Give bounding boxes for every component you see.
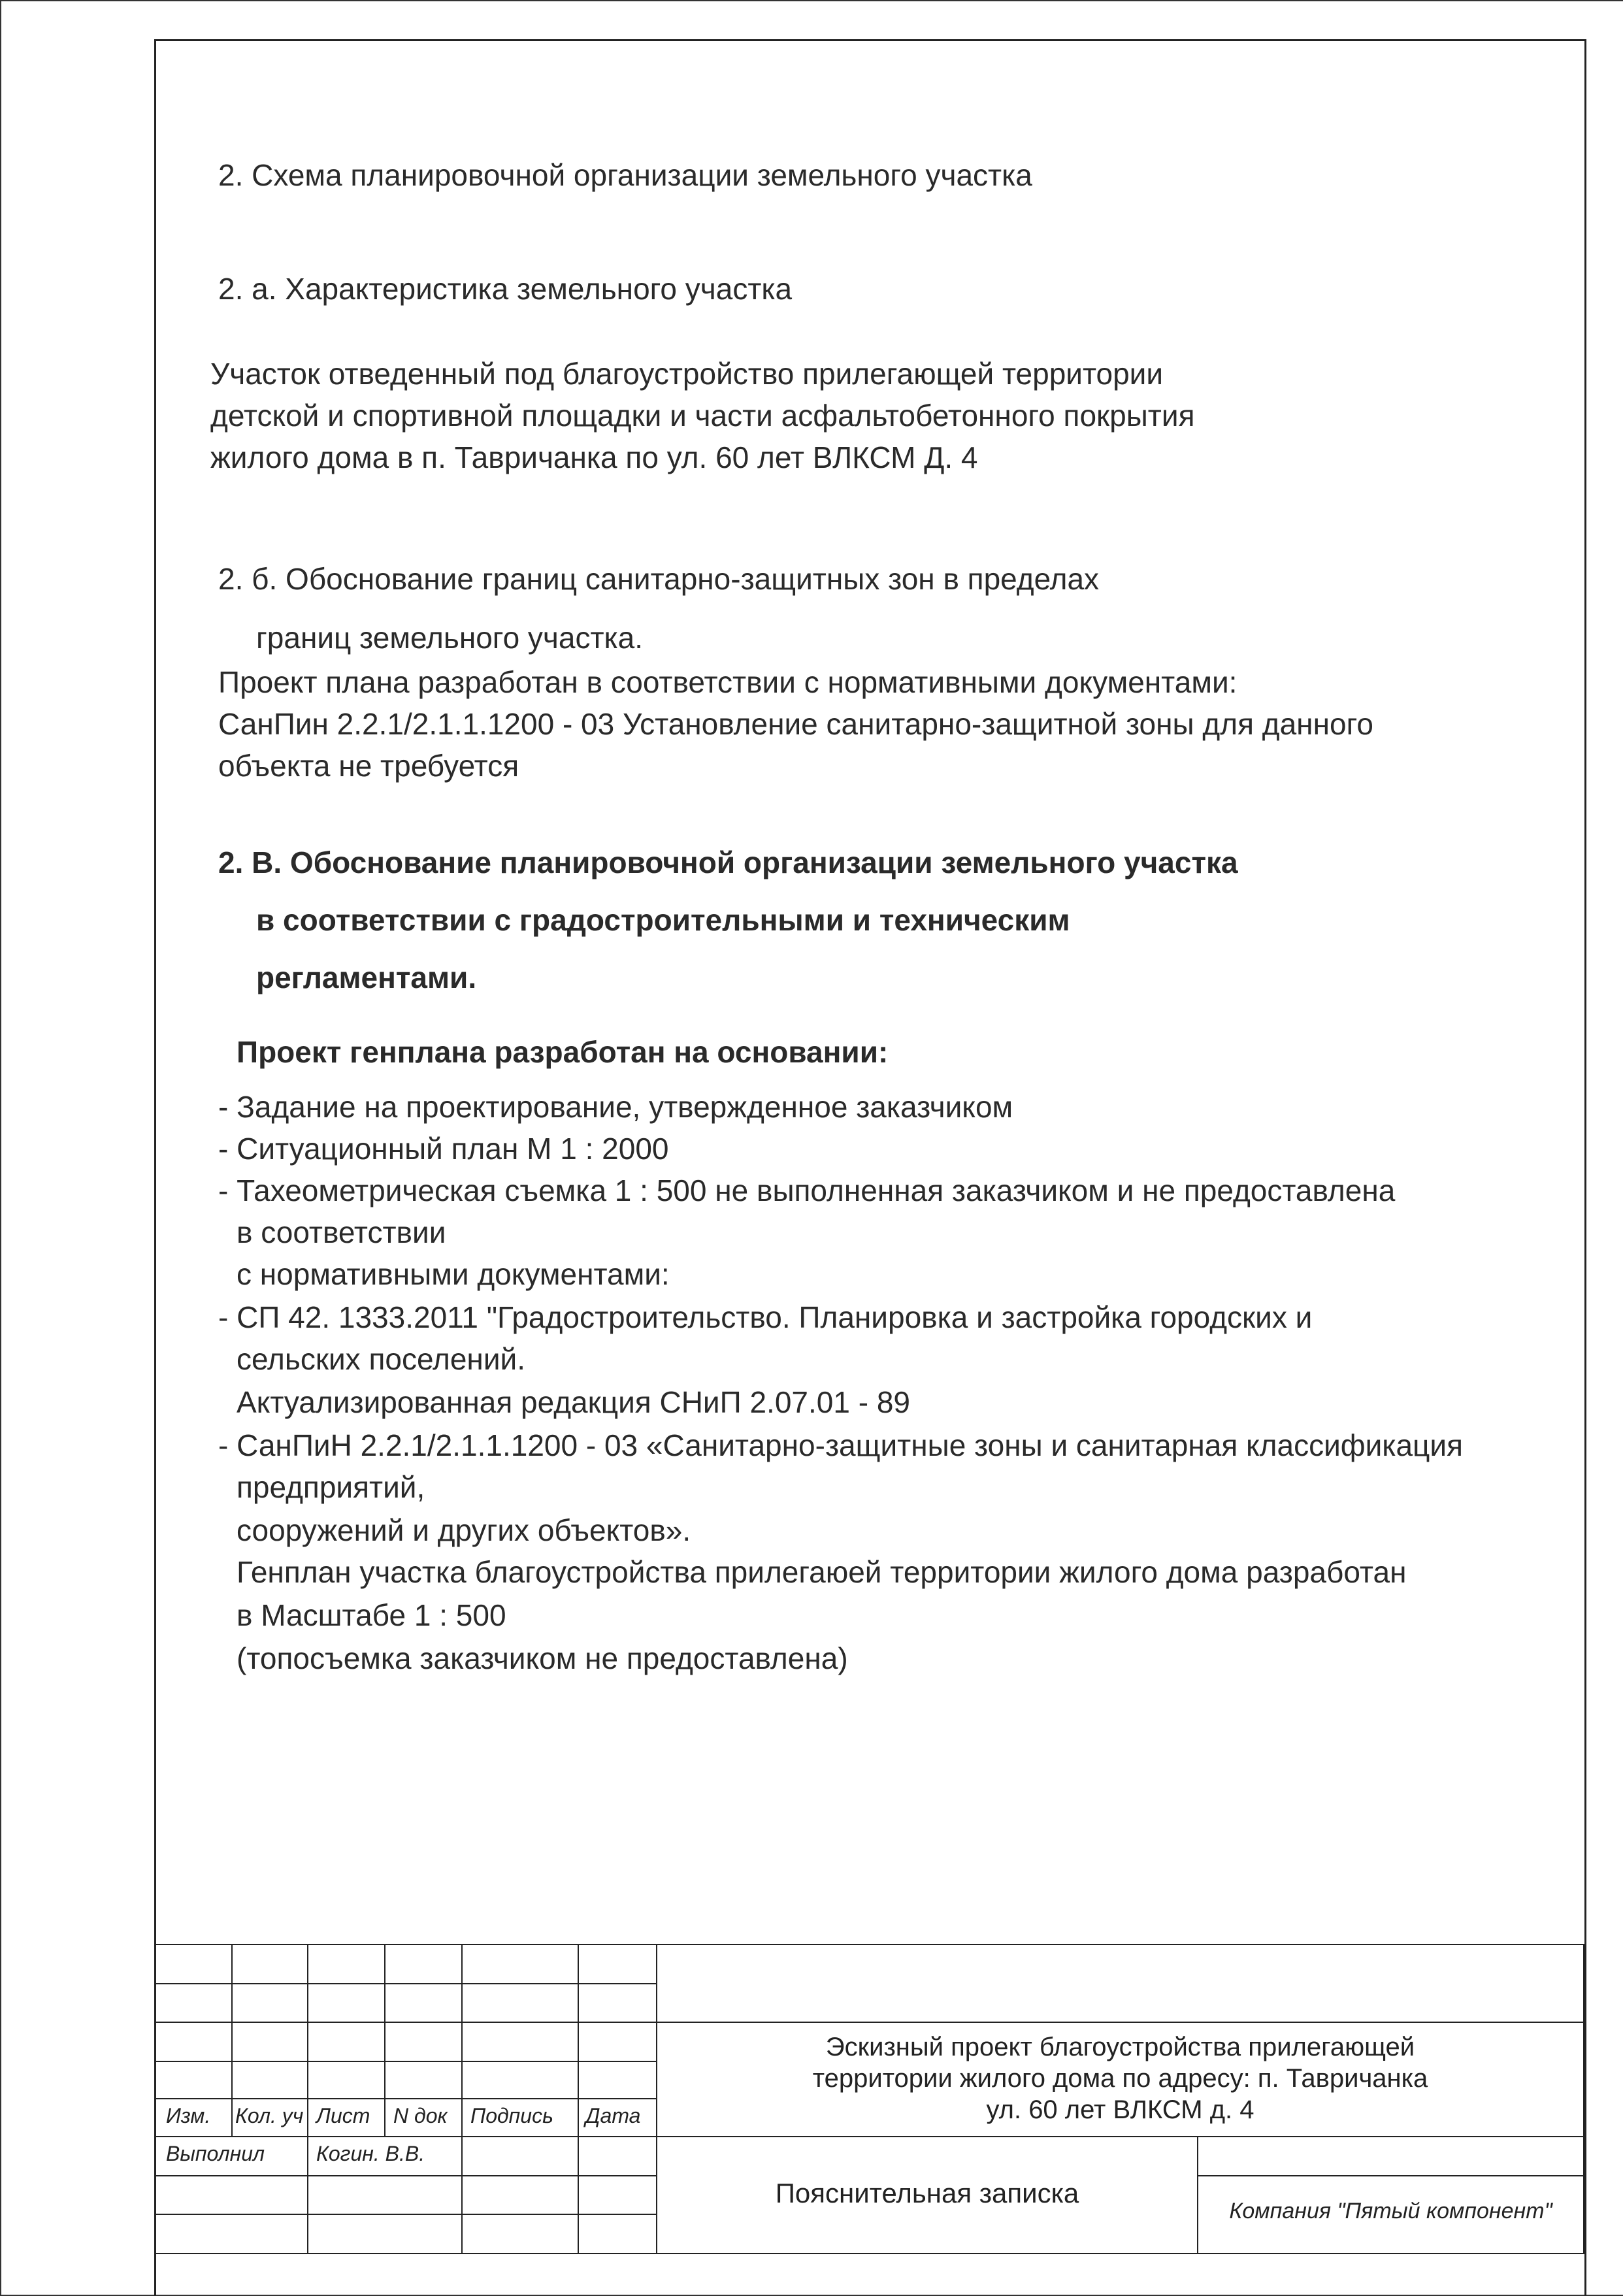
basis-line: - СанПиН 2.2.1/2.1.1.1200 - 03 «Санитарно-защитные зоны и санитарная классификация bbox=[218, 1428, 1463, 1462]
stamp-line bbox=[154, 2175, 656, 2176]
stamp-col-header: Изм. bbox=[166, 2104, 211, 2127]
company-name: Компания "Пятый компонент" bbox=[1229, 2199, 1552, 2223]
section-2b-title: границ земельного участка. bbox=[256, 621, 644, 655]
basis-line: - Ситуационный план М 1 : 2000 bbox=[218, 1132, 669, 1166]
stamp-col-header: Кол. уч bbox=[235, 2104, 304, 2127]
section-2b-line: СанПин 2.2.1/2.1.1.1200 - 03 Установление санитарно-защитной зоны для данного bbox=[218, 707, 1373, 741]
project-title-line: Эскизный проект благоустройства прилегающей bbox=[825, 2033, 1415, 2061]
basis-line: (топосъемка заказчиком не предоставлена) bbox=[237, 1641, 848, 1675]
section-2a-title: 2. а. Характеристика земельного участка bbox=[218, 272, 793, 306]
stamp-line bbox=[154, 1944, 156, 2254]
section-2v-title: регламентами. bbox=[256, 960, 477, 994]
stamp-line bbox=[1197, 2175, 1584, 2176]
section-2-title: 2. Схема планировочной организации земельного участка bbox=[218, 158, 1032, 192]
stamp-line bbox=[154, 1983, 656, 1984]
section-2b-line: Проект плана разработан в соответствии с нормативными документами: bbox=[218, 665, 1238, 699]
basis-line: - Тахеометрическая съемка 1 : 500 не выполненная заказчиком и не предоставлена bbox=[218, 1173, 1396, 1207]
project-title-line: территории жилого дома по адресу: п. Тавричанка bbox=[812, 2064, 1428, 2093]
stamp-line bbox=[578, 1944, 579, 2254]
section-2a-line: Участок отведенный под благоустройство прилегающей территории bbox=[210, 357, 1164, 391]
stamp-line bbox=[154, 2022, 1584, 2023]
stamp-line bbox=[154, 2061, 656, 2062]
basis-line: сооружений и других объектов». bbox=[237, 1513, 691, 1547]
section-2v-title: 2. В. Обоснование планировочной организации земельного участка bbox=[218, 845, 1238, 879]
stamp-col-header: N док bbox=[393, 2104, 448, 2127]
stamp-line bbox=[231, 1944, 233, 2136]
stamp-performer: Когин. В.В. bbox=[316, 2142, 425, 2165]
stamp-col-header: Лист bbox=[316, 2104, 370, 2127]
basis-line: предприятий, bbox=[237, 1470, 425, 1504]
basis-line: - Задание на проектирование, утвержденное заказчиком bbox=[218, 1090, 1013, 1124]
stamp-line bbox=[461, 1944, 463, 2254]
stamp-line bbox=[154, 2214, 656, 2215]
section-2v-title: в соответствии с градостроительными и техническим bbox=[256, 903, 1070, 937]
stamp-line bbox=[154, 2136, 1584, 2137]
section-2b-title: 2. б. Обоснование границ санитарно-защитных зон в пределах bbox=[218, 562, 1100, 596]
basis-line: Генплан участка благоустройства прилегаюей территории жилого дома разработан bbox=[237, 1555, 1407, 1589]
basis-line: - СП 42. 1333.2011 "Градостроительство. Планировка и застройка городских и bbox=[218, 1300, 1313, 1334]
section-2a-line: детской и спортивной площадки и части асфальтобетонного покрытия bbox=[210, 399, 1195, 433]
stamp-col-header: Дата bbox=[585, 2104, 641, 2127]
basis-line: с нормативными документами: bbox=[237, 1257, 670, 1291]
stamp-line bbox=[1197, 2136, 1198, 2254]
stamp-line bbox=[307, 1944, 308, 2254]
basis-line: Актуализированная редакция СНиП 2.07.01 - 89 bbox=[237, 1385, 910, 1419]
stamp-line bbox=[154, 2253, 1584, 2254]
stamp-line bbox=[384, 1944, 385, 2136]
document-name: Пояснительная записка bbox=[775, 2178, 1079, 2208]
stamp-line bbox=[154, 2098, 656, 2099]
stamp-line bbox=[1583, 1944, 1584, 2254]
stamp-col-header: Подпись bbox=[470, 2104, 553, 2127]
basis-line: в соответствии bbox=[237, 1215, 446, 1249]
project-title-line: ул. 60 лет ВЛКСМ д. 4 bbox=[986, 2095, 1254, 2124]
title-block bbox=[154, 1944, 1584, 2254]
stamp-line bbox=[154, 1944, 1584, 1945]
section-2b-line: объекта не требуется bbox=[218, 749, 519, 783]
basis-heading: Проект генплана разработан на основании: bbox=[237, 1035, 889, 1069]
basis-line: сельских поселений. bbox=[237, 1342, 526, 1376]
basis-line: в Масштабе 1 : 500 bbox=[237, 1598, 506, 1632]
stamp-role: Выполнил bbox=[166, 2142, 265, 2165]
section-2a-line: жилого дома в п. Тавричанка по ул. 60 лет ВЛКСМ Д. 4 bbox=[210, 440, 978, 474]
